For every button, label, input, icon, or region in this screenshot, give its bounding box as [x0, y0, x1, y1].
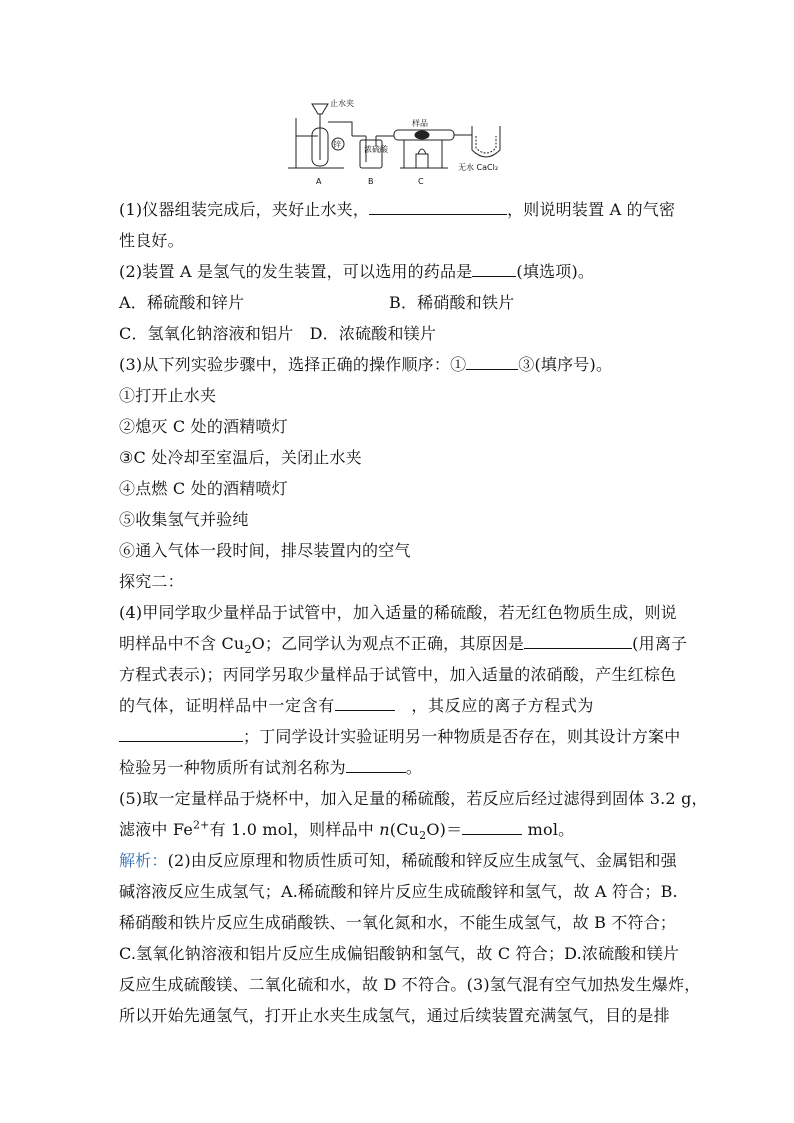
step-6: ⑥通入气体一段时间，排尽装置内的空气 [119, 541, 411, 560]
q4-blank-reagent[interactable] [346, 754, 406, 773]
step-4: ④点燃 C 处的酒精喷灯 [119, 479, 288, 498]
answer-line4: C.氢氧化钠溶液和铝片反应生成偏铝酸钠和氢气，故 C 符合；D.浓硫酸和镁片 [119, 944, 680, 963]
answer-line3: 稀硝酸和铁片反应生成硝酸铁、一氧化氮和水，不能生成氢气，故 B 不符合； [119, 913, 677, 932]
q3-line1: (3)从下列实验步骤中，选择正确的操作顺序：① ③(填序号)。 [119, 349, 679, 380]
q1-line2: 性良好。 [119, 231, 184, 250]
q4-line6: 检验另一种物质所有试剂名称为 。 [119, 752, 679, 783]
answer-line2: 碱溶液反应生成氢气；A.稀硫酸和锌片反应生成硫酸锌和氢气，故 A 符合；B. [119, 882, 678, 901]
answer-line5: 反应生成硫酸镁、二氧化硫和水，故 D 不符合。(3)氢气混有空气加热发生爆炸， [119, 975, 701, 994]
q4-line2: 明样品中不含 $Cu_2O$；乙同学认为观点不正确，其原因是 (用离子 [119, 628, 679, 659]
label-sample: 样品 [412, 119, 428, 128]
label-zinc: 锌 [333, 140, 341, 149]
apparatus-diagram [282, 96, 512, 188]
label-conc-acid: 浓硫酸 [364, 145, 388, 154]
label-anhydrous: 无水 CaCl₂ [458, 163, 499, 172]
sample [415, 131, 429, 139]
q2-options-ab [119, 287, 679, 318]
question-content [119, 194, 708, 1031]
q5-blank[interactable] [462, 816, 522, 835]
label-a: A [316, 177, 322, 186]
funnel [312, 104, 328, 114]
step-3: ③C 处冷却至室温后，关闭止水夹 [119, 448, 362, 467]
answer-line1: 解析：(2)由反应原理和物质性质可知，稀硫酸和锌反应生成氢气、金属铝和强 [119, 851, 677, 870]
q4-line1: (4)甲同学取少量样品于试管中，加入适量的稀硫酸，若无红色物质生成，则说 [119, 603, 677, 622]
step-1: ①打开止水夹 [119, 386, 217, 405]
q5-line1: (5)取一定量样品于烧杯中，加入足量的稀硫酸，若反应后经过滤得到固体 3.2 g， [119, 789, 708, 808]
option-b: B．稀硝酸和铁片 [389, 293, 515, 312]
q5-line2: 滤液中 $Fe^{2+}$有 1.0 mol，则样品中 $n(Cu_2O)=$ mol。 [119, 814, 679, 845]
label-b: B [368, 177, 374, 186]
label-stopcock: 止水夹 [330, 99, 354, 108]
q2-blank[interactable] [472, 258, 516, 277]
apparatus-figure [282, 96, 512, 188]
q4-blank-equation[interactable] [119, 723, 243, 742]
q4-line5: ；丁同学设计实验证明另一种物质是否存在，则其设计方案中 [119, 721, 679, 752]
q1-line1: (1)仪器组装完成后，夹好止水夹， ，则说明装置 A 的气密 [119, 194, 679, 225]
step-5: ⑤收集氢气并验纯 [119, 510, 249, 529]
q4-blank-substance[interactable] [335, 692, 395, 711]
burner [416, 154, 428, 168]
step-2: ②熄灭 C 处的酒精喷灯 [119, 417, 288, 436]
q1-blank[interactable] [369, 196, 507, 215]
section-heading: 探究二： [119, 572, 184, 591]
answer-label: 解析： [119, 851, 168, 870]
q4-line4: 的气体，证明样品中一定含有 ，其反应的离子方程式为 [119, 690, 679, 721]
q3-blank[interactable] [466, 351, 518, 370]
q2-options-cd: C．氢氧化钠溶液和铝片 D．浓硫酸和镁片 [119, 324, 437, 343]
answer-line6: 所以开始先通氢气，打开止水夹生成氢气，通过后续装置充满氢气，目的是排 [119, 1006, 670, 1025]
q4-line3: 方程式表示)；丙同学另取少量样品于试管中，加入适量的浓硝酸，产生红棕色 [119, 665, 677, 684]
option-a: A．稀硫酸和锌片 [119, 293, 245, 312]
q2-line1: (2)装置 A 是氢气的发生装置，可以选用的药品是 (填选项)。 [119, 256, 679, 287]
q4-blank-ion[interactable] [524, 630, 632, 649]
label-c: C [418, 177, 424, 186]
